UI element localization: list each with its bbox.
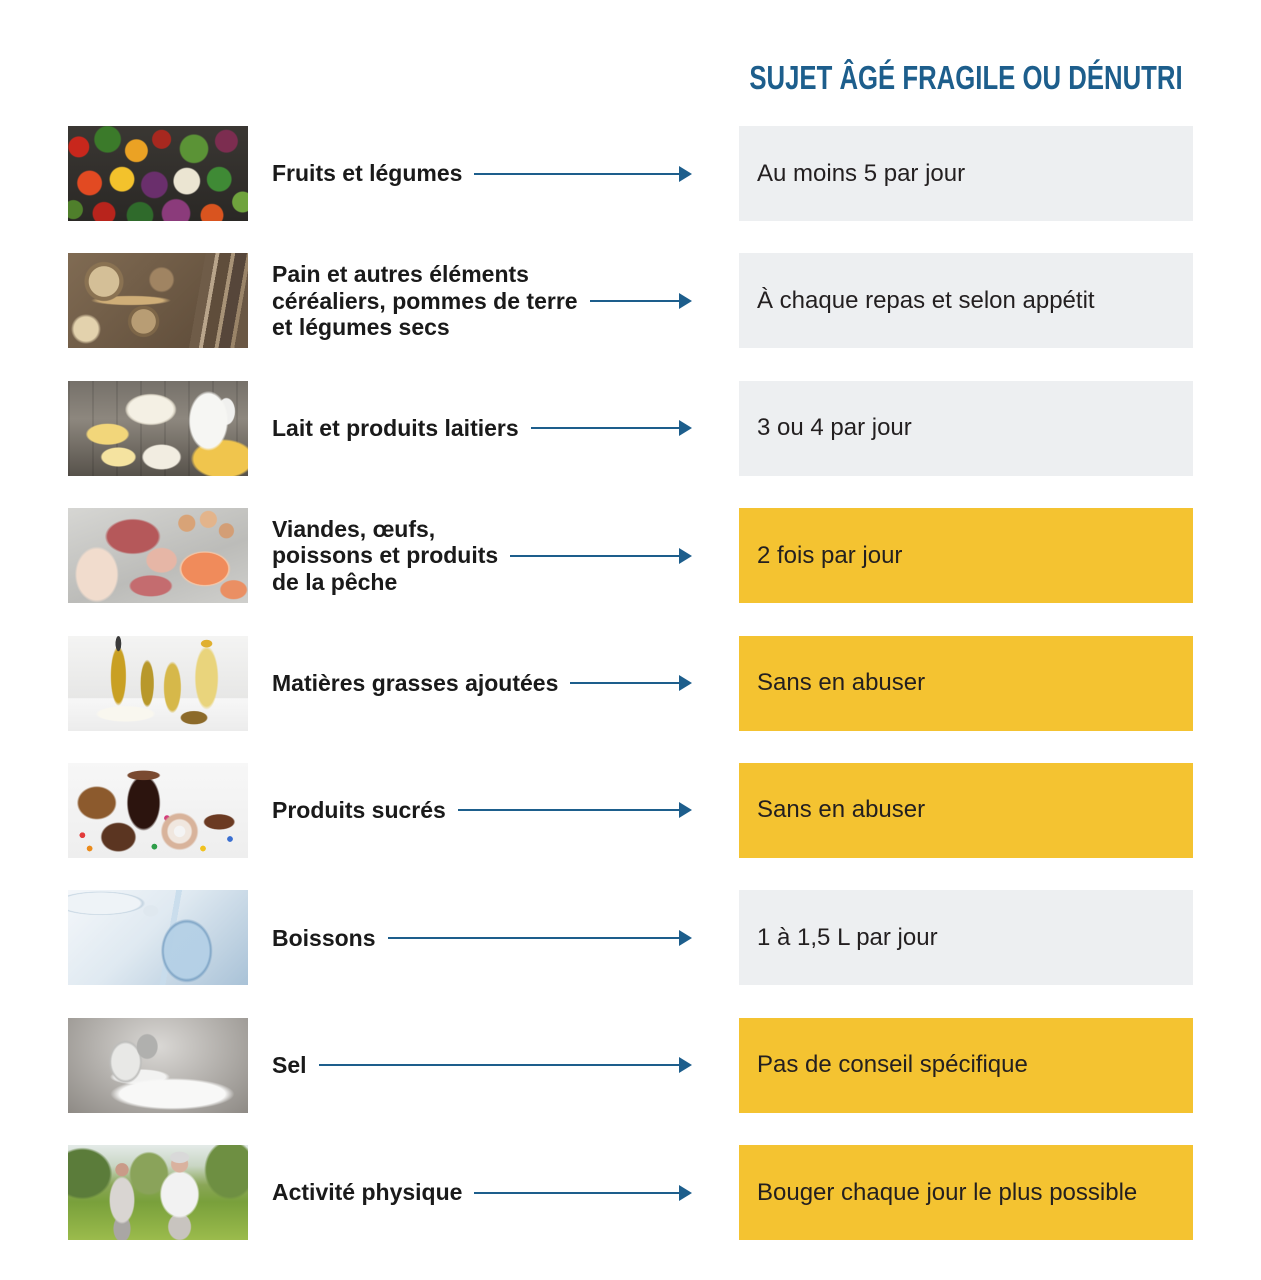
meat-eggs-fish-photo — [68, 508, 248, 603]
recommendation-text: 2 fois par jour — [757, 541, 903, 569]
arrow-shaft — [510, 555, 679, 557]
food-group-label — [272, 797, 446, 824]
arrow-shaft — [474, 173, 679, 175]
food-group-row — [0, 381, 1261, 476]
food-group-label-line: Lait et produits laitiers — [272, 415, 519, 441]
arrow-head — [679, 293, 692, 309]
food-group-row — [0, 253, 1261, 348]
food-group-row — [0, 890, 1261, 985]
recommendation-text: 1 à 1,5 L par jour — [757, 923, 938, 951]
food-group-label-line: Matières grasses ajoutées — [272, 669, 559, 696]
food-group-label — [272, 1179, 462, 1206]
arrow-head — [679, 930, 692, 946]
arrow-head — [679, 675, 692, 691]
arrow-head — [679, 548, 692, 564]
recommendation-text: 3 ou 4 par jour — [757, 414, 912, 442]
arrow-shaft — [570, 682, 679, 684]
food-group-cell — [272, 1145, 692, 1240]
page-title: SUJET ÂGÉ FRAGILE OU DÉNUTRI — [749, 59, 1183, 96]
food-group-label — [272, 160, 462, 187]
food-group-label — [272, 415, 519, 442]
food-group-label-line: Produits sucrés — [272, 797, 446, 824]
recommendation-box — [739, 636, 1193, 731]
salt-shaker-photo — [68, 1018, 248, 1113]
arrow-shaft — [319, 1064, 679, 1066]
right-arrow-icon — [474, 1184, 692, 1202]
recommendation-box — [739, 1145, 1193, 1240]
recommendation-box — [739, 763, 1193, 858]
recommendation-box — [739, 253, 1193, 348]
food-group-row — [0, 508, 1261, 603]
food-group-label-line: Viandes, œufs, — [272, 515, 436, 542]
recommendation-box — [739, 126, 1193, 221]
seniors-exercising-photo — [68, 1145, 248, 1240]
food-group-cell — [272, 126, 692, 221]
food-group-row — [0, 126, 1261, 221]
food-group-label-line: Boissons — [272, 924, 376, 951]
water-glass-photo — [68, 890, 248, 985]
arrow-shaft — [531, 427, 679, 429]
food-group-cell — [272, 1018, 692, 1113]
recommendation-text: Bouger chaque jour le plus possible — [757, 1178, 1138, 1206]
food-group-label-line: Activité physique — [272, 1179, 463, 1206]
arrow-head — [679, 420, 692, 436]
recommendation-box — [739, 1018, 1193, 1113]
food-group-label — [272, 925, 376, 952]
arrow-shaft — [590, 300, 679, 302]
arrow-head — [679, 802, 692, 818]
right-arrow-icon — [319, 1056, 692, 1074]
sweets-photo — [68, 763, 248, 858]
food-group-row — [0, 1145, 1261, 1240]
bread-cereals-photo — [68, 253, 248, 348]
food-group-label-line: poissons et produits — [272, 542, 499, 569]
food-group-label — [272, 670, 558, 697]
food-group-label-line: Fruits et légumes — [272, 160, 463, 187]
arrow-shaft — [474, 1192, 679, 1194]
arrow-head — [679, 1185, 692, 1201]
recommendation-text: Sans en abuser — [757, 669, 926, 696]
food-group-row — [0, 1018, 1261, 1113]
food-group-cell — [272, 636, 692, 731]
food-group-cell — [272, 890, 692, 985]
arrow-head — [679, 1057, 692, 1073]
arrow-head — [679, 166, 692, 182]
food-group-label-line: et légumes secs — [272, 314, 450, 341]
recommendation-box — [739, 890, 1193, 985]
recommendation-text: Au moins 5 par jour — [757, 159, 966, 187]
food-group-label-line: Pain et autres éléments — [272, 261, 529, 288]
food-group-cell — [272, 763, 692, 858]
food-group-label-line: céréaliers, pommes de terre — [272, 287, 578, 314]
food-group-label-line: Sel — [272, 1051, 307, 1078]
right-arrow-icon — [474, 165, 692, 183]
oils-butter-photo — [68, 636, 248, 731]
food-group-cell — [272, 381, 692, 476]
right-arrow-icon — [458, 801, 692, 819]
recommendation-box — [739, 508, 1193, 603]
recommendation-text: Sans en abuser — [757, 796, 926, 824]
right-arrow-icon — [388, 929, 692, 947]
food-group-label — [272, 516, 498, 596]
food-group-label — [272, 1052, 307, 1079]
recommendation-box — [739, 381, 1193, 476]
recommendation-text: Pas de conseil spécifique — [757, 1051, 1028, 1079]
food-group-row — [0, 636, 1261, 731]
recommendation-text: À chaque repas et selon appétit — [757, 286, 1095, 314]
food-group-row — [0, 763, 1261, 858]
right-arrow-icon — [510, 547, 692, 565]
food-group-cell — [272, 508, 692, 603]
food-group-cell — [272, 253, 692, 348]
arrow-shaft — [458, 809, 679, 811]
food-group-label-line: de la pêche — [272, 568, 398, 595]
arrow-shaft — [388, 937, 679, 939]
dairy-products-photo — [68, 381, 248, 476]
right-arrow-icon — [531, 419, 692, 437]
right-arrow-icon — [570, 674, 692, 692]
fruits-vegetables-photo — [68, 126, 248, 221]
food-group-label — [272, 261, 578, 341]
right-arrow-icon — [590, 292, 692, 310]
recommendation-list — [0, 126, 1261, 1240]
